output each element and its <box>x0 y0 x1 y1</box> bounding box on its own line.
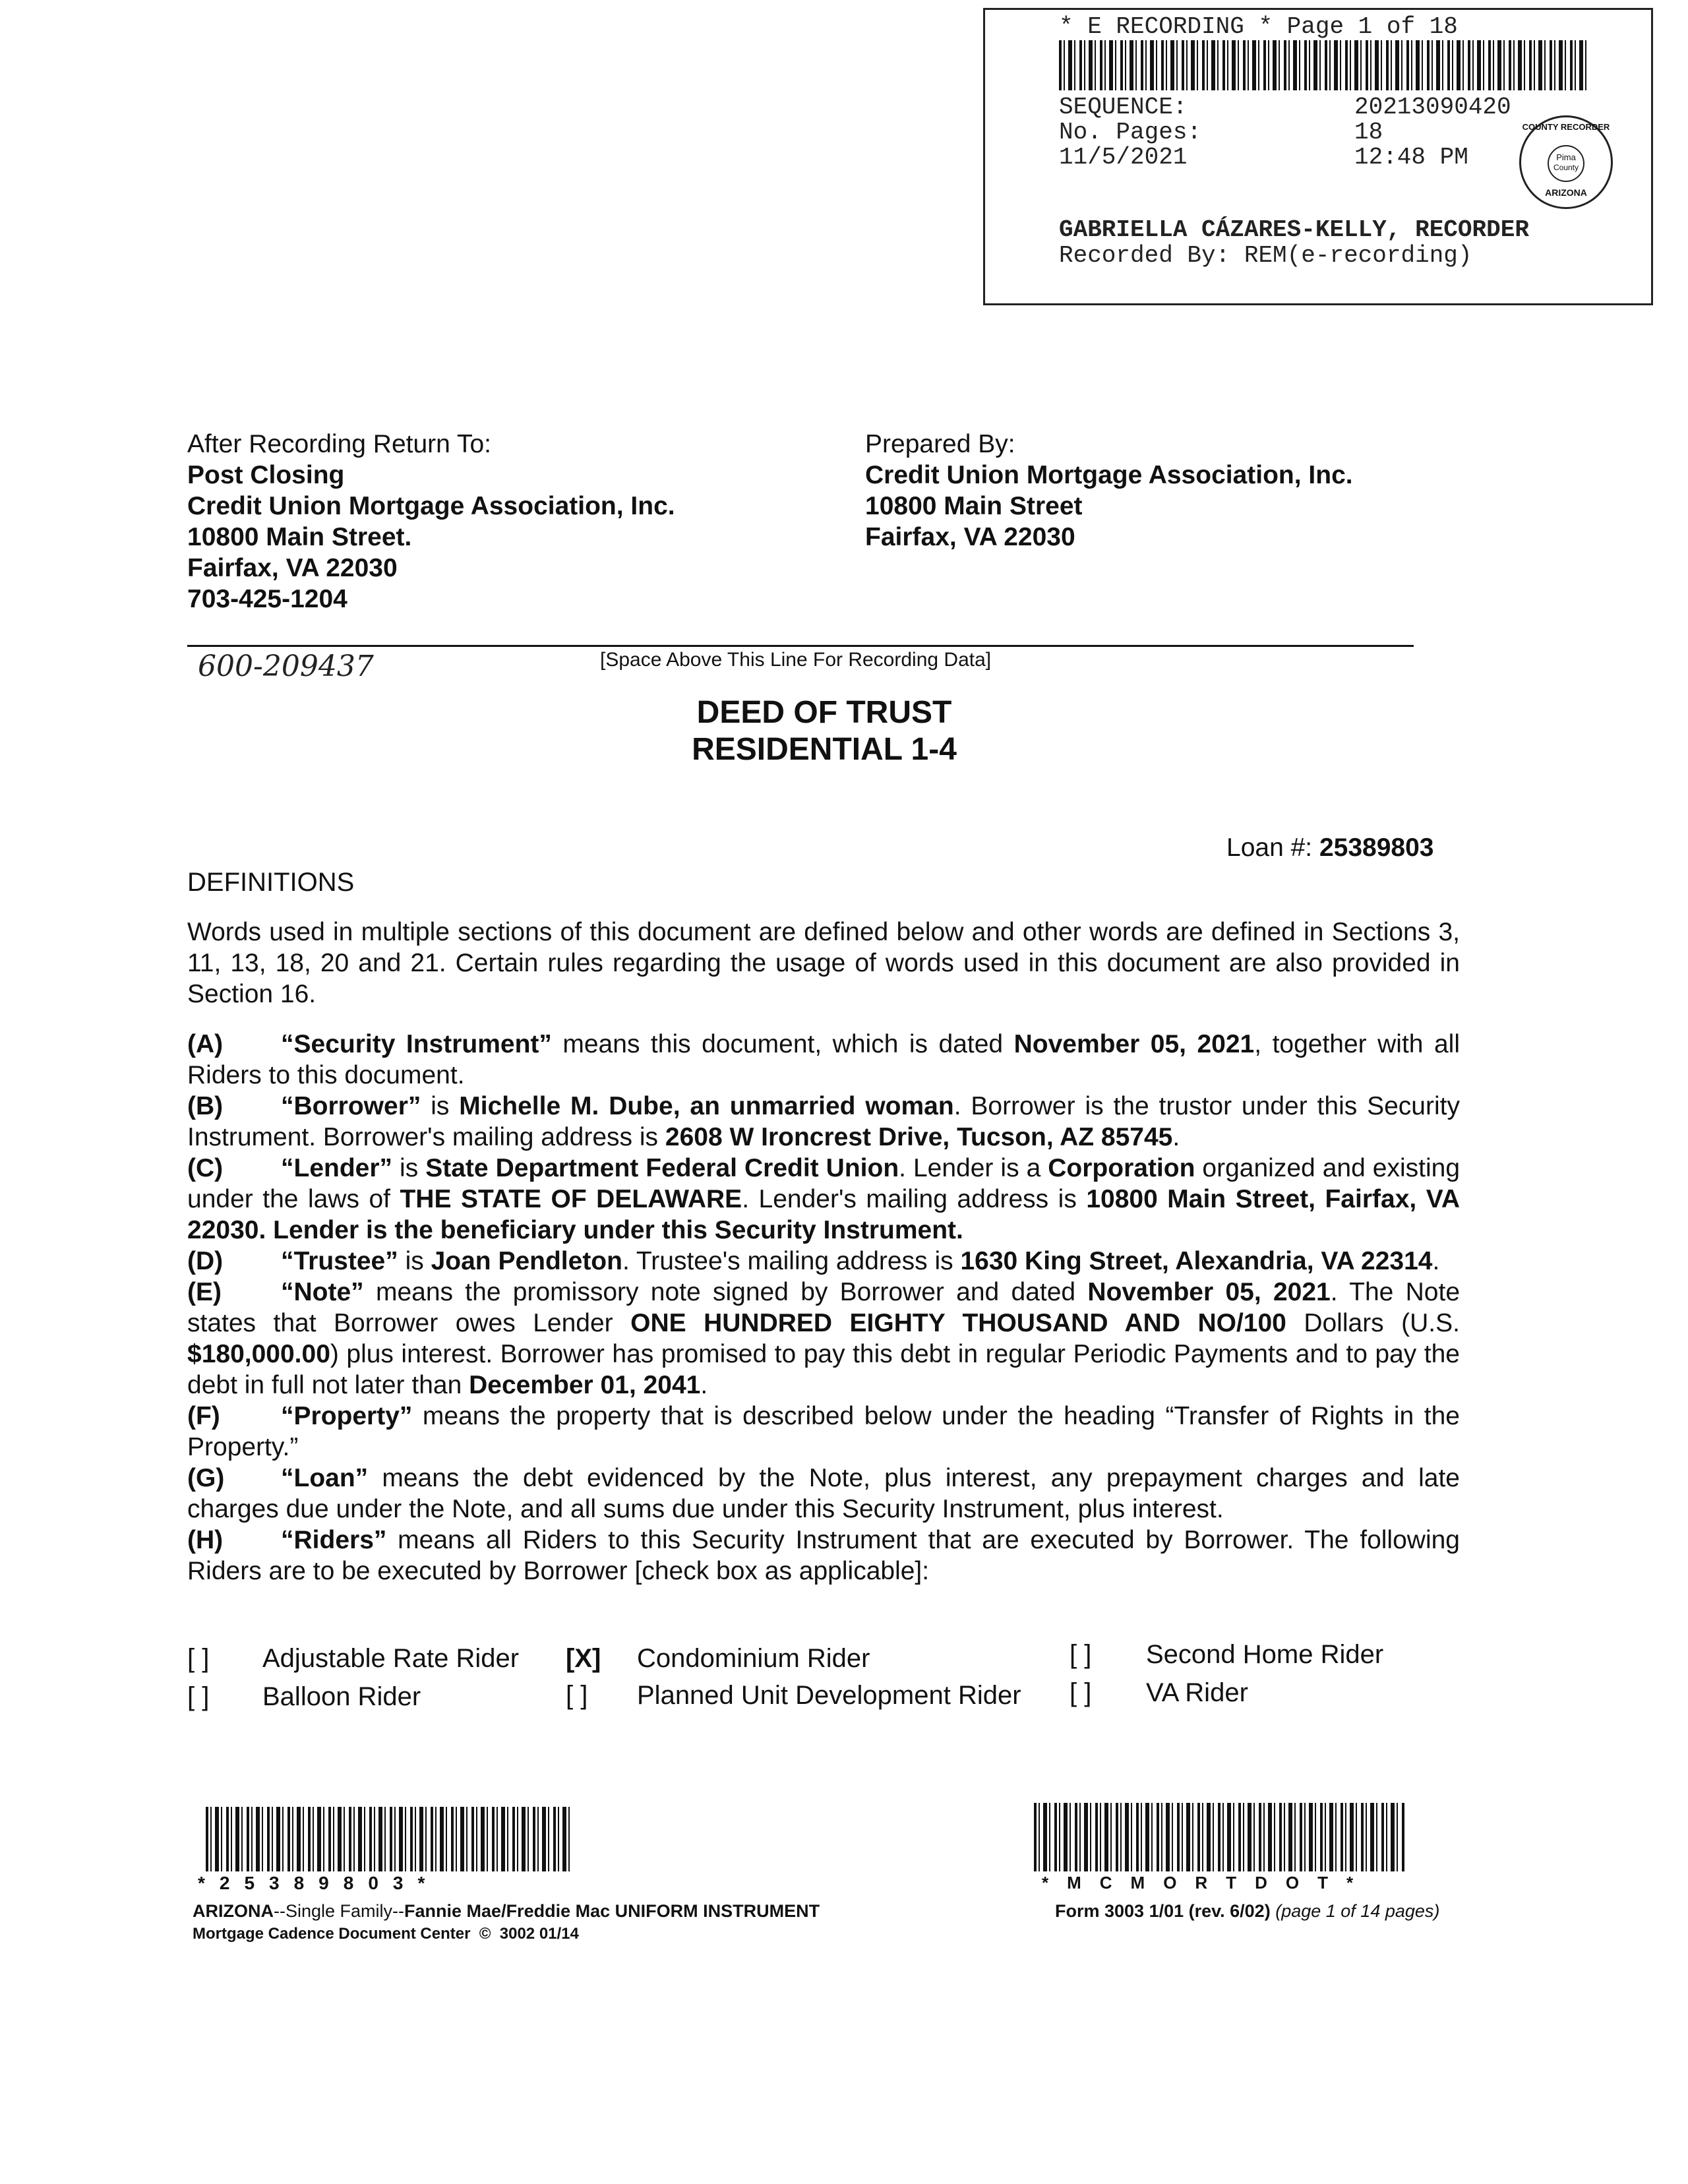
rider-label: Balloon Rider <box>262 1682 421 1711</box>
definition-text: means all Riders to this Security Instrument that are executed by Borrower. The following Riders are to be executed by Borrower [check box as applicable]: <box>187 1526 1460 1585</box>
rider-label: Adjustable Rate Rider <box>262 1644 520 1673</box>
definition-term: “Loan” <box>281 1464 369 1492</box>
recording-data-rule <box>187 645 1414 647</box>
document-title: DEED OF TRUST <box>696 695 952 730</box>
rider-label: VA Rider <box>1146 1678 1248 1707</box>
definition-a <box>187 1029 1460 1091</box>
definitions-intro: Words used in multiple sections of this document are defined below and other words are defined in Sections 3, 11, 13, 18, 20 and 21. Certain rules regarding the usage of words used in this document are also provided in Section 16. <box>187 918 1460 1008</box>
definition-b <box>187 1091 1460 1153</box>
definitions-heading: DEFINITIONS <box>187 868 355 897</box>
form-barcode-text: *MCMORTDOT* <box>1042 1873 1372 1893</box>
definition-text: means the promissory note signed by Borrower and dated <box>363 1278 1088 1306</box>
seal-center-text-1: Pima <box>1556 152 1576 162</box>
definition-text: means this document, which is dated <box>551 1030 1014 1058</box>
space-above-note: [Space Above This Line For Recording Data] <box>600 649 992 671</box>
definition-term: “Note” <box>281 1278 364 1306</box>
footer-page-count: (page 1 of 14 pages) <box>1275 1901 1440 1921</box>
handwritten-file-number: 600-209437 <box>198 650 374 683</box>
loan-amount: $180,000.00 <box>187 1340 330 1368</box>
definition-g <box>187 1463 1460 1525</box>
prepared-by-line-1: Credit Union Mortgage Association, Inc. <box>865 461 1353 489</box>
definition-term: “Borrower” <box>281 1092 421 1120</box>
lender-type: Corporation <box>1048 1154 1195 1182</box>
rider-planned-unit-development <box>566 1676 1021 1714</box>
definition-tag: (D) <box>187 1247 224 1275</box>
lender-state: THE STATE OF DELAWARE <box>400 1185 742 1213</box>
definition-text: . <box>700 1371 708 1399</box>
county-recorder-seal-icon <box>1519 115 1613 209</box>
return-to-line-1: Post Closing <box>187 461 345 489</box>
recording-barcode <box>1059 40 1590 90</box>
definition-text: . Borrower is the trustor under this Security Instrument. Borrower's mailing address is <box>187 1092 1460 1151</box>
definition-term: “Riders” <box>281 1526 387 1554</box>
definition-tag: (A) <box>187 1030 224 1058</box>
prepared-by-block <box>865 429 1524 553</box>
borrower-name: Michelle M. Dube, an unmarried woman <box>459 1092 954 1120</box>
borrower-address: 2608 W Ironcrest Drive, Tucson, AZ 85745 <box>665 1123 1173 1151</box>
footer-state: ARIZONA <box>193 1901 274 1921</box>
definition-text: . <box>1172 1123 1180 1151</box>
security-instrument-date: November 05, 2021 <box>1013 1030 1255 1058</box>
recorded-by: Recorded By: REM(e-recording) <box>1059 242 1472 269</box>
footer-form-number: Form 3003 1/01 (rev. 6/02) <box>1055 1901 1276 1921</box>
seal-bottom-text: ARIZONA <box>1545 187 1587 198</box>
loan-number-line <box>1226 834 1434 863</box>
rider-label: Planned Unit Development Rider <box>637 1681 1021 1710</box>
definition-d <box>187 1246 1460 1277</box>
recording-header: * E RECORDING * Page 1 of 18 <box>1059 13 1458 40</box>
trustee-name: Joan Pendleton <box>431 1247 622 1275</box>
return-to-line-5: 703-425-1204 <box>187 585 347 613</box>
definition-text: , together with all Riders to this document. <box>187 1030 1460 1089</box>
recorder-name: GABRIELLA CÁZARES-KELLY, RECORDER <box>1059 216 1529 243</box>
note-date: November 05, 2021 <box>1087 1278 1331 1306</box>
recording-time: 12:48 PM <box>1354 144 1468 171</box>
definitions-list <box>187 1029 1460 1587</box>
form-barcode <box>1034 1803 1404 1871</box>
rider-checkbox[interactable]: [ ] <box>566 1681 588 1710</box>
loan-amount-words: ONE HUNDRED EIGHTY THOUSAND AND NO/100 <box>630 1309 1286 1337</box>
prepared-by-line-2: 10800 Main Street <box>865 492 1083 520</box>
definition-term: “Trustee” <box>281 1247 398 1275</box>
pages-value: 18 <box>1354 119 1383 146</box>
prepared-by-label: Prepared By: <box>865 430 1015 458</box>
return-to-line-4: Fairfax, VA 22030 <box>187 554 398 582</box>
rider-balloon <box>187 1678 421 1716</box>
rider-second-home <box>1070 1635 1383 1674</box>
definition-term: “Lender” <box>281 1154 393 1182</box>
definition-tag: (C) <box>187 1154 224 1182</box>
footer-form-line <box>1055 1900 1439 1922</box>
rider-va <box>1070 1674 1248 1712</box>
definition-text: means the property that is described below under the heading “Transfer of Rights in the Property.” <box>187 1402 1460 1461</box>
definition-text: is <box>398 1247 431 1275</box>
footer-instrument-line <box>193 1900 820 1922</box>
rider-checkbox[interactable]: [ ] <box>1070 1640 1092 1669</box>
return-to-block <box>187 429 781 615</box>
footer-document-center: Mortgage Cadence Document Center © 3002 01/14 <box>193 1925 579 1943</box>
trustee-address: 1630 King Street, Alexandria, VA 22314 <box>960 1247 1433 1275</box>
definition-f <box>187 1401 1460 1463</box>
document-subtitle: RESIDENTIAL 1-4 <box>692 732 957 767</box>
definition-text: Dollars (U.S. <box>1286 1309 1460 1337</box>
definition-tag: (G) <box>187 1464 225 1492</box>
footer-type: --Single Family-- <box>274 1901 405 1921</box>
definition-text: . The Note states that Borrower owes Lender <box>187 1278 1461 1337</box>
definition-term: “Security Instrument” <box>281 1030 552 1058</box>
loan-number-label: Loan #: <box>1226 834 1313 862</box>
pages-label: No. Pages: <box>1059 119 1202 146</box>
maturity-date: December 01, 2041 <box>469 1371 701 1399</box>
rider-condominium <box>566 1639 870 1678</box>
loan-number: 25389803 <box>1319 834 1434 862</box>
definition-text: . Lender's mailing address is <box>742 1185 1087 1213</box>
definition-text: . <box>1432 1247 1440 1275</box>
rider-adjustable-rate <box>187 1639 519 1678</box>
rider-checkbox[interactable]: [X] <box>566 1644 601 1673</box>
return-to-label: After Recording Return To: <box>187 430 492 458</box>
return-to-line-2: Credit Union Mortgage Association, Inc. <box>187 492 675 520</box>
definition-text: . Trustee's mailing address is <box>622 1247 961 1275</box>
definition-e <box>187 1277 1460 1401</box>
definition-text: organized and existing under the laws of <box>187 1154 1461 1213</box>
rider-label: Second Home Rider <box>1146 1640 1384 1669</box>
rider-label: Condominium Rider <box>637 1644 870 1673</box>
loan-barcode <box>206 1807 572 1871</box>
recording-stamp-box <box>983 8 1653 305</box>
lender-address: 10800 Main Street, Fairfax, VA 22030. Lender is the beneficiary under this Security Instrument. <box>187 1185 1460 1244</box>
definition-text: means the debt evidenced by the Note, plus interest, any prepayment charges and late charges due under the Note, and all sums due under this Security Instrument, plus interest. <box>187 1464 1460 1523</box>
prepared-by-line-3: Fairfax, VA 22030 <box>865 523 1075 551</box>
footer-instrument: Fannie Mae/Freddie Mac UNIFORM INSTRUMENT <box>404 1901 820 1921</box>
definition-tag: (H) <box>187 1526 224 1554</box>
return-to-line-3: 10800 Main Street. <box>187 523 412 551</box>
definition-c <box>187 1153 1460 1246</box>
definition-text: ) plus interest. Borrower has promised to pay this debt in regular Periodic Payments and to pay the debt in full not later than <box>187 1340 1460 1399</box>
loan-barcode-text: *25389803* <box>198 1873 440 1893</box>
sequence-value: 20213090420 <box>1354 94 1511 121</box>
rider-checkbox[interactable]: [ ] <box>1070 1678 1092 1707</box>
definition-text: . Lender is a <box>899 1154 1048 1182</box>
rider-checkbox[interactable]: [ ] <box>187 1644 210 1673</box>
lender-name: State Department Federal Credit Union <box>425 1154 899 1182</box>
recording-date: 11/5/2021 <box>1059 144 1188 171</box>
definition-tag: (B) <box>187 1092 224 1120</box>
definition-h <box>187 1525 1460 1587</box>
rider-checkbox[interactable]: [ ] <box>187 1682 210 1711</box>
definition-tag: (E) <box>187 1278 222 1306</box>
seal-top-text: COUNTY RECORDER <box>1522 122 1610 132</box>
sequence-label: SEQUENCE: <box>1059 94 1188 121</box>
definition-term: “Property” <box>281 1402 413 1430</box>
seal-center-text-2: County <box>1553 163 1579 172</box>
seal-center <box>1548 145 1584 182</box>
definition-text: is <box>392 1154 426 1182</box>
definition-tag: (F) <box>187 1402 220 1430</box>
definition-text: is <box>421 1092 460 1120</box>
